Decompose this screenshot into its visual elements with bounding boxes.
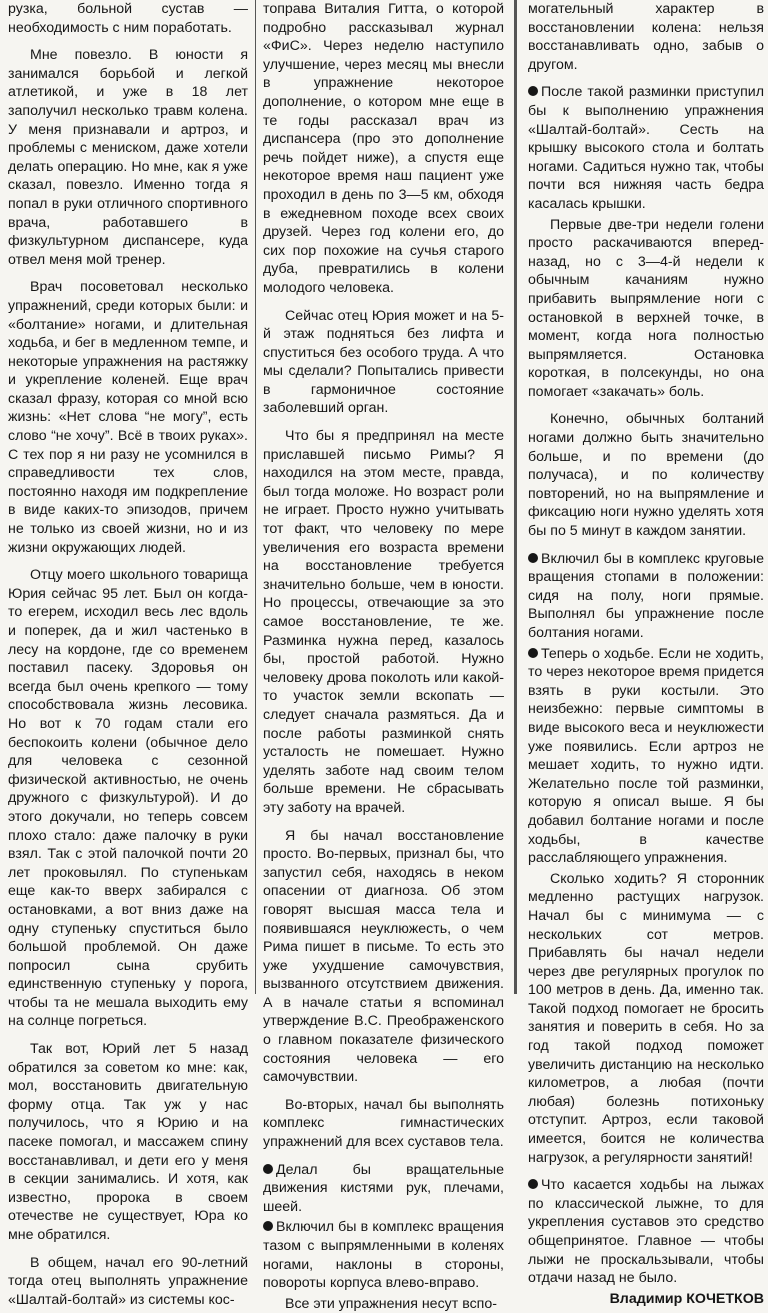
bullet-text: Включил бы в комплекс вращения тазом с выпрямленными в коленях ногами, наклоны в стороны, повороты корпуса влево-вправо. bbox=[263, 1219, 504, 1292]
paragraph: Во-вторых, начал бы выполнять комплекс гимнастических упражнений для всех суставов тела. bbox=[263, 1096, 504, 1151]
paragraph: рузка, больной сустав — необходимость с ним поработать. bbox=[8, 1, 248, 36]
paragraph: Я бы начал восстановление просто. Во-первых, признал бы, что запустил себя, находясь в неком опасении от диагноза. Об этом говорят высшая масса тела и появившаяся неуклюжесть, о чем Рима пишет в письме. То есть это уже ухудшение самочувствия, вызванного отсутствием движения. А в начале статьи я вспоминал утверждение В.С. Преображенского о главном показателе физического состояния человека — его самочувствии. bbox=[263, 827, 504, 1086]
bullet-text: Что касается ходьбы на лыжах по классической лыжне, то для укрепления суставов это средство общепринятое. Главное — чтобы лыжи не проскальзывали, чтобы отдачи назад не было. bbox=[528, 1177, 764, 1287]
bullet-item bbox=[528, 1176, 764, 1288]
paragraph: топрава Виталия Гитта, о которой подробно рассказывал журнал «ФиС». Через неделю наступило улучшение, через месяц мы внесли в упражнение некоторое дополнение, о котором мне еще в те годы рассказал врач из диспансера (про это дополнение речь пойдет ниже), а спустя еще некоторое время наш пациент уже проходил в день по 3—5 км, обходя в ежедневном походе всех своих друзей. Через год колени его, до сих пор похожие на сучья старого дуба, превратились в колени молодого человека. bbox=[263, 1, 504, 296]
bullet-text: Теперь о ходьбе. Если не ходить, то через некоторое время придется взять в руки костыли. Это неизбежно: первые симптомы в виде высокого веса и неуклюжести уже появились. Если артроз не мешает ходить, то нужно идти. Желательно после той разминки, которую я описал выше. Я бы добавил болтание ногами и после ходьбы, в качестве расслабляющего упражнения. bbox=[528, 645, 764, 867]
bullet-item bbox=[528, 83, 764, 213]
bullet-item bbox=[263, 1218, 504, 1292]
paragraph: Врач посоветовал несколько упражнений, среди которых были: и «болтание» ногами, и длительная ходьба, и бег в медленном темпе, и некоторые упражнения на растяжку и укрепление коленей. Еще врач сказал фразу, которая со мной всю жизнь: «Нет слова “не могу”, есть слово “не хочу”. Всё в твоих руках». С тех пор я ни разу не усомнился в справедливости тех слов, постоянно находя им подкрепление в виде каких-то эпизодов, причем не только из своей жизни, но и из жизни окружающих людей. bbox=[8, 279, 248, 556]
article-column-3 bbox=[528, 0, 764, 1307]
bullet-icon bbox=[528, 86, 538, 96]
article-column-1 bbox=[8, 0, 248, 1308]
paragraph: Все эти упражнения несут вспо- bbox=[285, 1295, 497, 1312]
paragraph: Мне повезло. В юности я занимался борьбой и легкой атлетикой, и уже в 18 лет заполучил несколько травм колена. У меня признавали и артроз, и проблемы с мениском, даже хотели делать операцию. Но мне, как я уже сказал, повезло. Именно тогда я попал в руки отличного спортивного врача, работавшего в физкультурном диспансере, куда отвел меня мой тренер. bbox=[8, 47, 248, 268]
bullet-icon bbox=[528, 553, 538, 563]
author-signature: Владимир КОЧЕТКОВ bbox=[609, 1290, 764, 1307]
bullet-text: После такой разминки приступил бы к выполнению упражнения «Шалтай-болтай». Сесть на крышку высокого стола и болтать ногами. Садиться нужно так, чтобы почти вся нижняя часть бедра касалась крышки. bbox=[528, 84, 764, 212]
bullet-icon bbox=[528, 1179, 538, 1189]
bullet-icon bbox=[528, 648, 538, 658]
bullet-item bbox=[263, 1161, 504, 1217]
paragraph: Конечно, обычных болтаний ногами должно быть значительно больше, и по времени (до получаса), и по количеству повторений, но на выпрямление и фиксацию ноги нужно уделять хотя бы по 5 минут в каждом занятии. bbox=[528, 411, 764, 540]
paragraph: Так вот, Юрий лет 5 назад обратился за советом ко мне: как, мол, восстановить двигательную форму отца. Так уж у нас получилось, что я Юрию и на пасеке помогал, и массажем спину восстанавливал, и дети его у меня в секции занимались. И хотя, как известно, пророка в своем отечестве не существует, Юра ко мне обратился. bbox=[8, 1041, 248, 1243]
bullet-item bbox=[528, 550, 764, 643]
bullet-icon bbox=[263, 1221, 273, 1231]
bullet-icon bbox=[263, 1164, 273, 1174]
column-divider bbox=[514, 0, 517, 994]
paragraph: Сколько ходить? Я сторонник медленно растущих нагрузок. Начал бы с минимума — с нескольких сот метров. Прибавлять бы начал недели через две регулярных прогулок по 100 метров в день. Да, именно так. Такой подход помогает не бросить занятия и поверить в себя. Но за год такой подход поможет увеличить дистанцию на несколько километров, а любая (почти любая) болезнь потихоньку отступит. Артроз, если таковой имеется, боится не количества нагрузок, а регулярности занятий! bbox=[528, 870, 764, 1166]
paragraph: могательный характер в восстановлении колена: нельзя восстанавливать одно, забыв о другом. bbox=[528, 1, 764, 73]
paragraph: Что бы я предпринял на месте приславшей письмо Римы? Я находился на этом месте, правда, был тогда моложе. Но возраст роли не играет. Просто нужно учитывать тот факт, что человеку по мере увеличения его возраста времени на восстановление требуется значительно больше, чем в юности. Но процессы, отвечающие за это самое восстановление, те же. Разминка нужна перед, казалось бы, простой работой. Нужно человеку дрова поколоть или какой-то участок земли вскопать — следует сначала размяться. Да и после работы разминкой снять усталость не помешает. Нужно уделять заботе над своим телом больше времени. Не сбрасывать эту заботу на врачей. bbox=[263, 428, 504, 816]
bullet-text: Делал бы вращательные движения кистями рук, плечами, шеей. bbox=[263, 1161, 504, 1215]
column-divider bbox=[255, 0, 256, 994]
bullet-text: Включил бы в комплекс круговые вращения стопами в положении: сидя на полу, ноги прямые. Выполнял бы упражнение после болтания ногами. bbox=[528, 550, 764, 641]
paragraph: В общем, начал его 90-летний тогда отец выполнять упражнение «Шалтай-болтай» из системы кос- bbox=[8, 1254, 248, 1308]
paragraph: Сейчас отец Юрия может и на 5-й этаж подняться без лифта и спуститься без особого труда. А что мы сделали? Попытались привести в гармоничное состояние заболевший орган. bbox=[263, 307, 504, 417]
paragraph: Первые две-три недели голени просто раскачиваются вперед-назад, но с 3—4-й недели к обычным качаниям нужно прибавить выпрямление ноги с остановкой в верхней точке, в момент, когда нога полностью выпрямляется. Остановка короткая, в полсекунды, но она помогает «закачать» боль. bbox=[528, 216, 764, 400]
paragraph: Отцу моего школьного товарища Юрия сейчас 95 лет. Был он когда-то егерем, исходил весь лес вдоль и поперек, да и жил частенько в лесу на кордоне, где со временем поставил пасеку. Здоровья он всегда был очень крепкого — тому способствовала жизнь лесовика. Но вот к 70 годам стали его беспокоить колени (обычное дело для человека с сезонной физической активностью, не очень дружного с физкультурой). И до этого докучали, но теперь совсем плохо стало: даже палочку в руки взял. Так с этой палочкой почти 20 лет проковылял. По ступенькам еще как-то вверх забирался с остановками, а вот вниз даже на одну ступеньку спуститься было большой проблемой. Он даже попросил сына срубить единственную ступеньку у порога, чтобы та не мешала выходить ему на солнце погреться. bbox=[8, 567, 248, 1030]
article-column-2 bbox=[263, 0, 504, 1312]
bullet-item bbox=[528, 645, 764, 868]
